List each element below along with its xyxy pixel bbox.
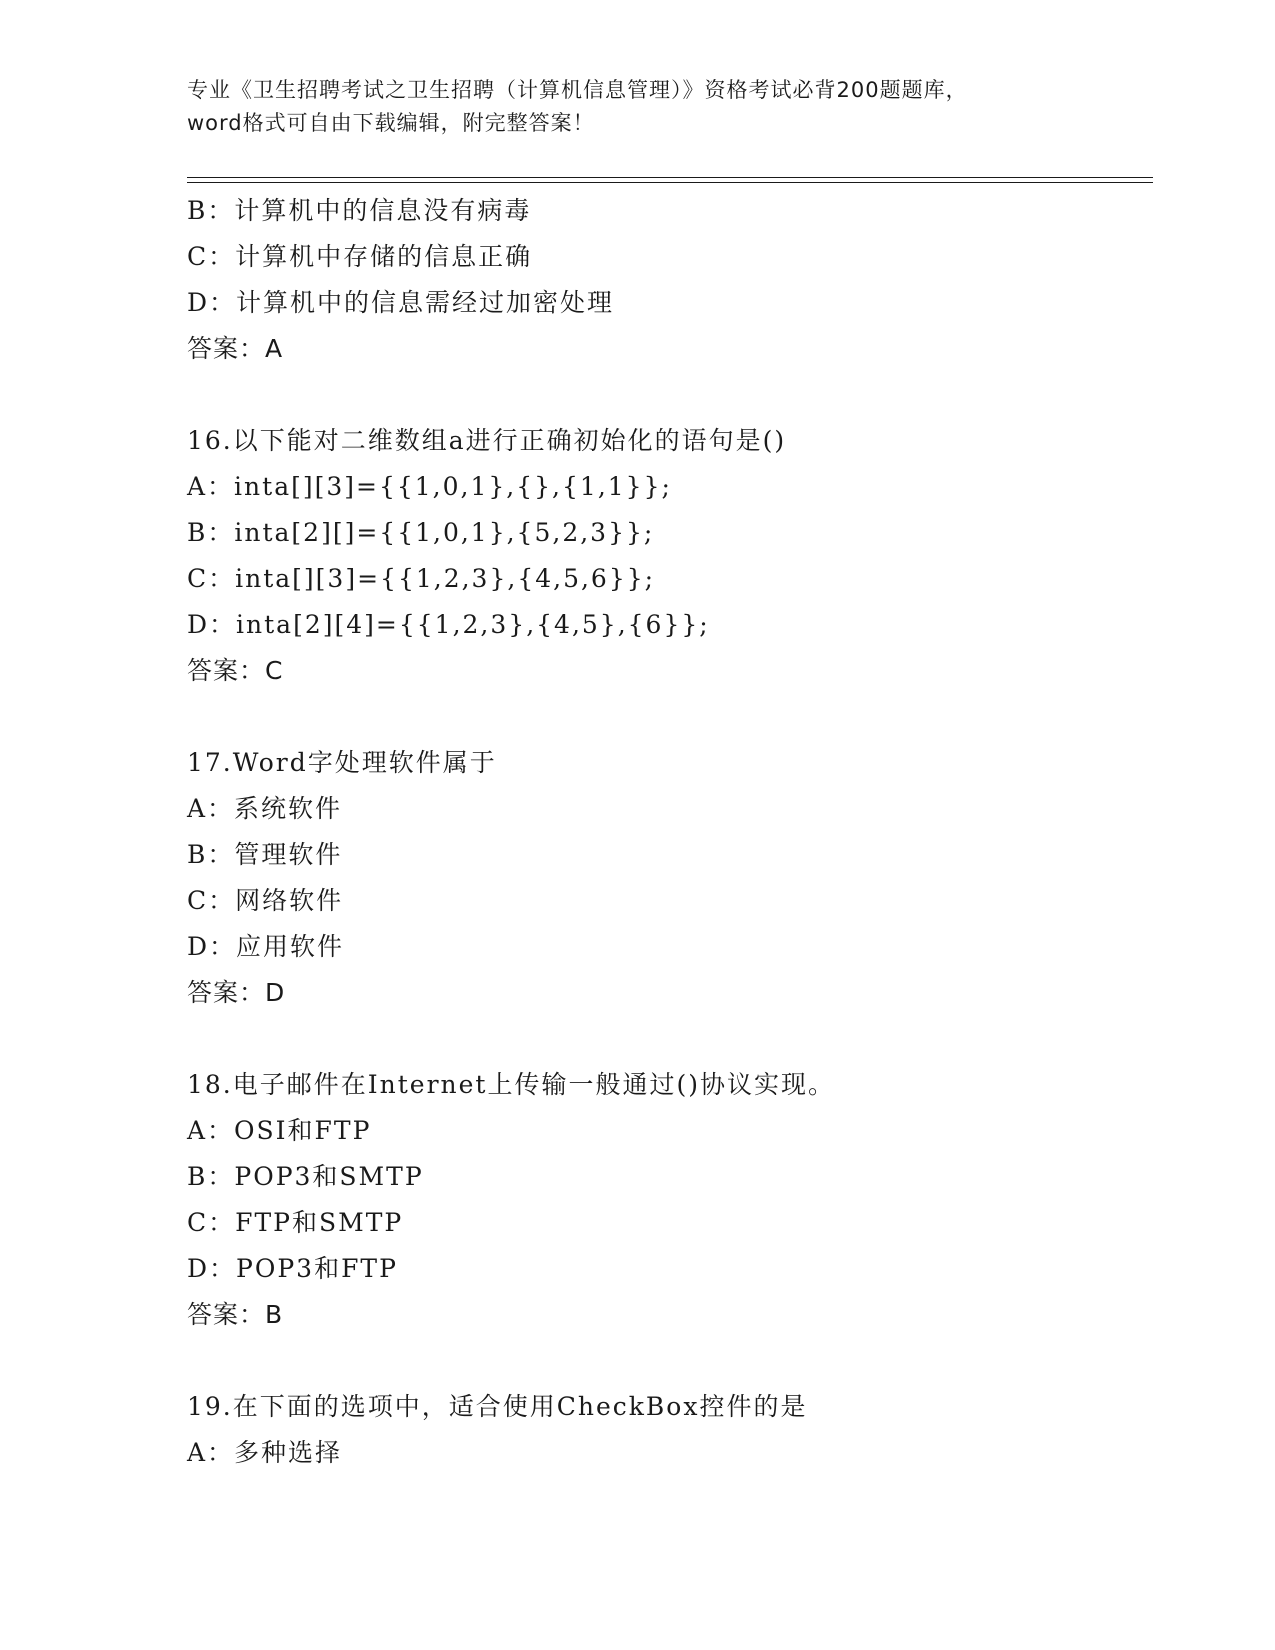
- question-stem: 17.Word字处理软件属于: [187, 748, 497, 777]
- option-a: A：系统软件: [187, 794, 343, 823]
- document-header: [187, 74, 1087, 140]
- option-a: A：多种选择: [187, 1438, 343, 1467]
- option-b: B：计算机中的信息没有病毒: [187, 196, 532, 225]
- question-list: [187, 188, 1153, 1476]
- block-spacer: [187, 694, 1153, 740]
- question-stem: 19.在下面的选项中，适合使用CheckBox控件的是: [187, 1392, 808, 1421]
- header-divider-top: [187, 177, 1153, 178]
- header-line-2: word格式可自由下载编辑，附完整答案！: [187, 111, 595, 135]
- option-d: D：计算机中的信息需经过加密处理: [187, 288, 615, 317]
- option-d: D：POP3和FTP: [187, 1254, 398, 1283]
- option-b: B：POP3和SMTP: [187, 1162, 424, 1191]
- question-block: [187, 188, 1153, 372]
- answer-line: 答案：D: [187, 978, 286, 1007]
- option-b: B：inta[2][]={{1,0,1},{5,2,3}};: [187, 518, 655, 547]
- option-a: A：OSI和FTP: [187, 1116, 372, 1145]
- block-spacer: [187, 1338, 1153, 1384]
- question-block: [187, 418, 1153, 694]
- option-c: C：inta[][3]={{1,2,3},{4,5,6}};: [187, 564, 656, 593]
- option-c: C：计算机中存储的信息正确: [187, 242, 533, 271]
- option-a: A：inta[][3]={{1,0,1},{},{1,1}};: [187, 472, 672, 501]
- answer-line: 答案：A: [187, 334, 284, 363]
- question-block: [187, 1384, 1153, 1476]
- option-b: B：管理软件: [187, 840, 343, 869]
- answer-line: 答案：C: [187, 656, 284, 685]
- header-line-1: 专业《卫生招聘考试之卫生招聘（计算机信息管理）》资格考试必背200题题库，: [187, 78, 968, 102]
- block-spacer: [187, 372, 1153, 418]
- block-spacer: [187, 1016, 1153, 1062]
- option-d: D：inta[2][4]={{1,2,3},{4,5},{6}};: [187, 610, 710, 639]
- question-block: [187, 1062, 1153, 1338]
- option-c: C：FTP和SMTP: [187, 1208, 404, 1237]
- option-c: C：网络软件: [187, 886, 344, 915]
- option-d: D：应用软件: [187, 932, 345, 961]
- answer-line: 答案：B: [187, 1300, 284, 1329]
- header-divider-bottom: [187, 182, 1153, 183]
- question-stem: 16.以下能对二维数组a进行正确初始化的语句是(): [187, 426, 787, 455]
- question-stem: 18.电子邮件在Internet上传输一般通过()协议实现。: [187, 1070, 835, 1099]
- question-block: [187, 740, 1153, 1016]
